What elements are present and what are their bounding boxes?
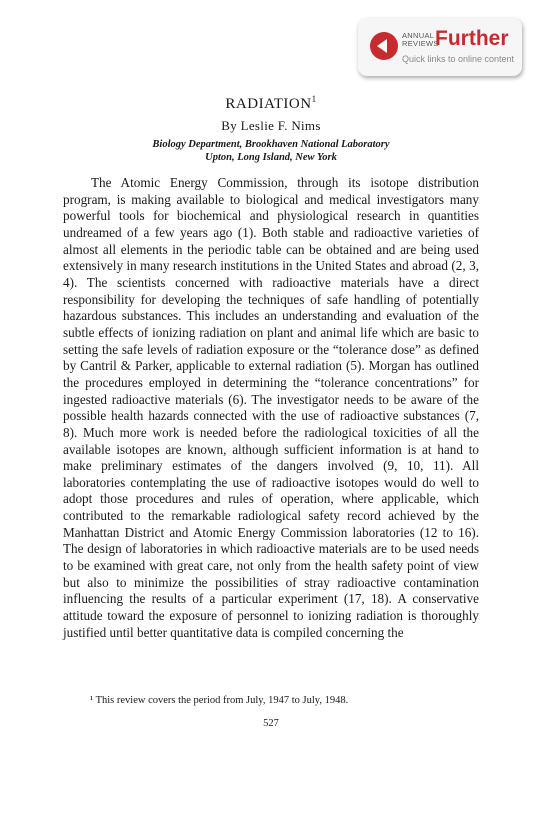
footnote: ¹ This review covers the period from July, 1947 to July, 1948. — [90, 695, 349, 706]
article-title — [0, 94, 542, 113]
page-number: 527 — [263, 718, 279, 729]
play-arrow-icon — [370, 32, 398, 60]
title-footnote-marker: 1 — [311, 94, 317, 104]
further-subtitle: Quick links to online content — [402, 54, 515, 64]
article-title-text: RADIATION — [225, 96, 312, 112]
affiliation-department: Biology Department, Brookhaven National Laboratory — [152, 139, 390, 150]
article-body — [63, 175, 479, 641]
body-paragraph: The Atomic Energy Commission, through its isotope distribution program, is making available to biological and medical investigators many powerful tools for biochemical and physiological research in quantities undreamed of a few years ago (1). Both stable and radioactive varieties of almost all elements in the periodic table can be obtained and are being used extensively in many research institutions in the United States and abroad (2, 3, 4). The scientists concerned with radioactive materials have a direct responsibility for developing the techniques of safe handling of potentially hazardous substances. This includes an understanding and evaluation of the subtle effects of ionizing radiation on plant and animal life which are basic to setting the safe levels of radiation exposure or the “tolerance dose” as defined by Cantril & Parker, applicable to external radiation (5). Morgan has outlined the procedures employed in determining the “tolerance concentrations” for ingested radioactive materials (6). The investigator needs to be aware of the possible health hazards connected with the use of radioactive substances (7, 8). Much more work is needed before the radiological toxicities of all the available isotopes are known, although sufficient information is at hand to make preliminary estimates of the dangers involved (9, 10, 11). All laboratories contemplating the use of radioactive isotopes would do well to adopt those procedures and rules of operation, where applicable, which contributed to the remarkable radiological safety record achieved by the Manhattan District and Atomic Energy Commission laboratories (12 to 16). The design of laboratories in which radioactive materials are to be used needs to be examined with great care, not only from the health safety point of view but also to minimize the possibilities of stray radioactive contamination influencing the results of a particular experiment (17, 18). A conservative attitude toward the exposure of personnel to ionizing radiation is thoroughly justified until better quantitative data is compiled concerning the — [63, 175, 479, 640]
affiliation-location: Upton, Long Island, New York — [205, 152, 337, 163]
annual-reviews-logo: ANNUAL REVIEWS — [402, 31, 439, 48]
further-links-badge[interactable] — [358, 18, 522, 76]
further-label: Further — [435, 27, 509, 50]
author-line: By Leslie F. Nims — [221, 118, 321, 133]
